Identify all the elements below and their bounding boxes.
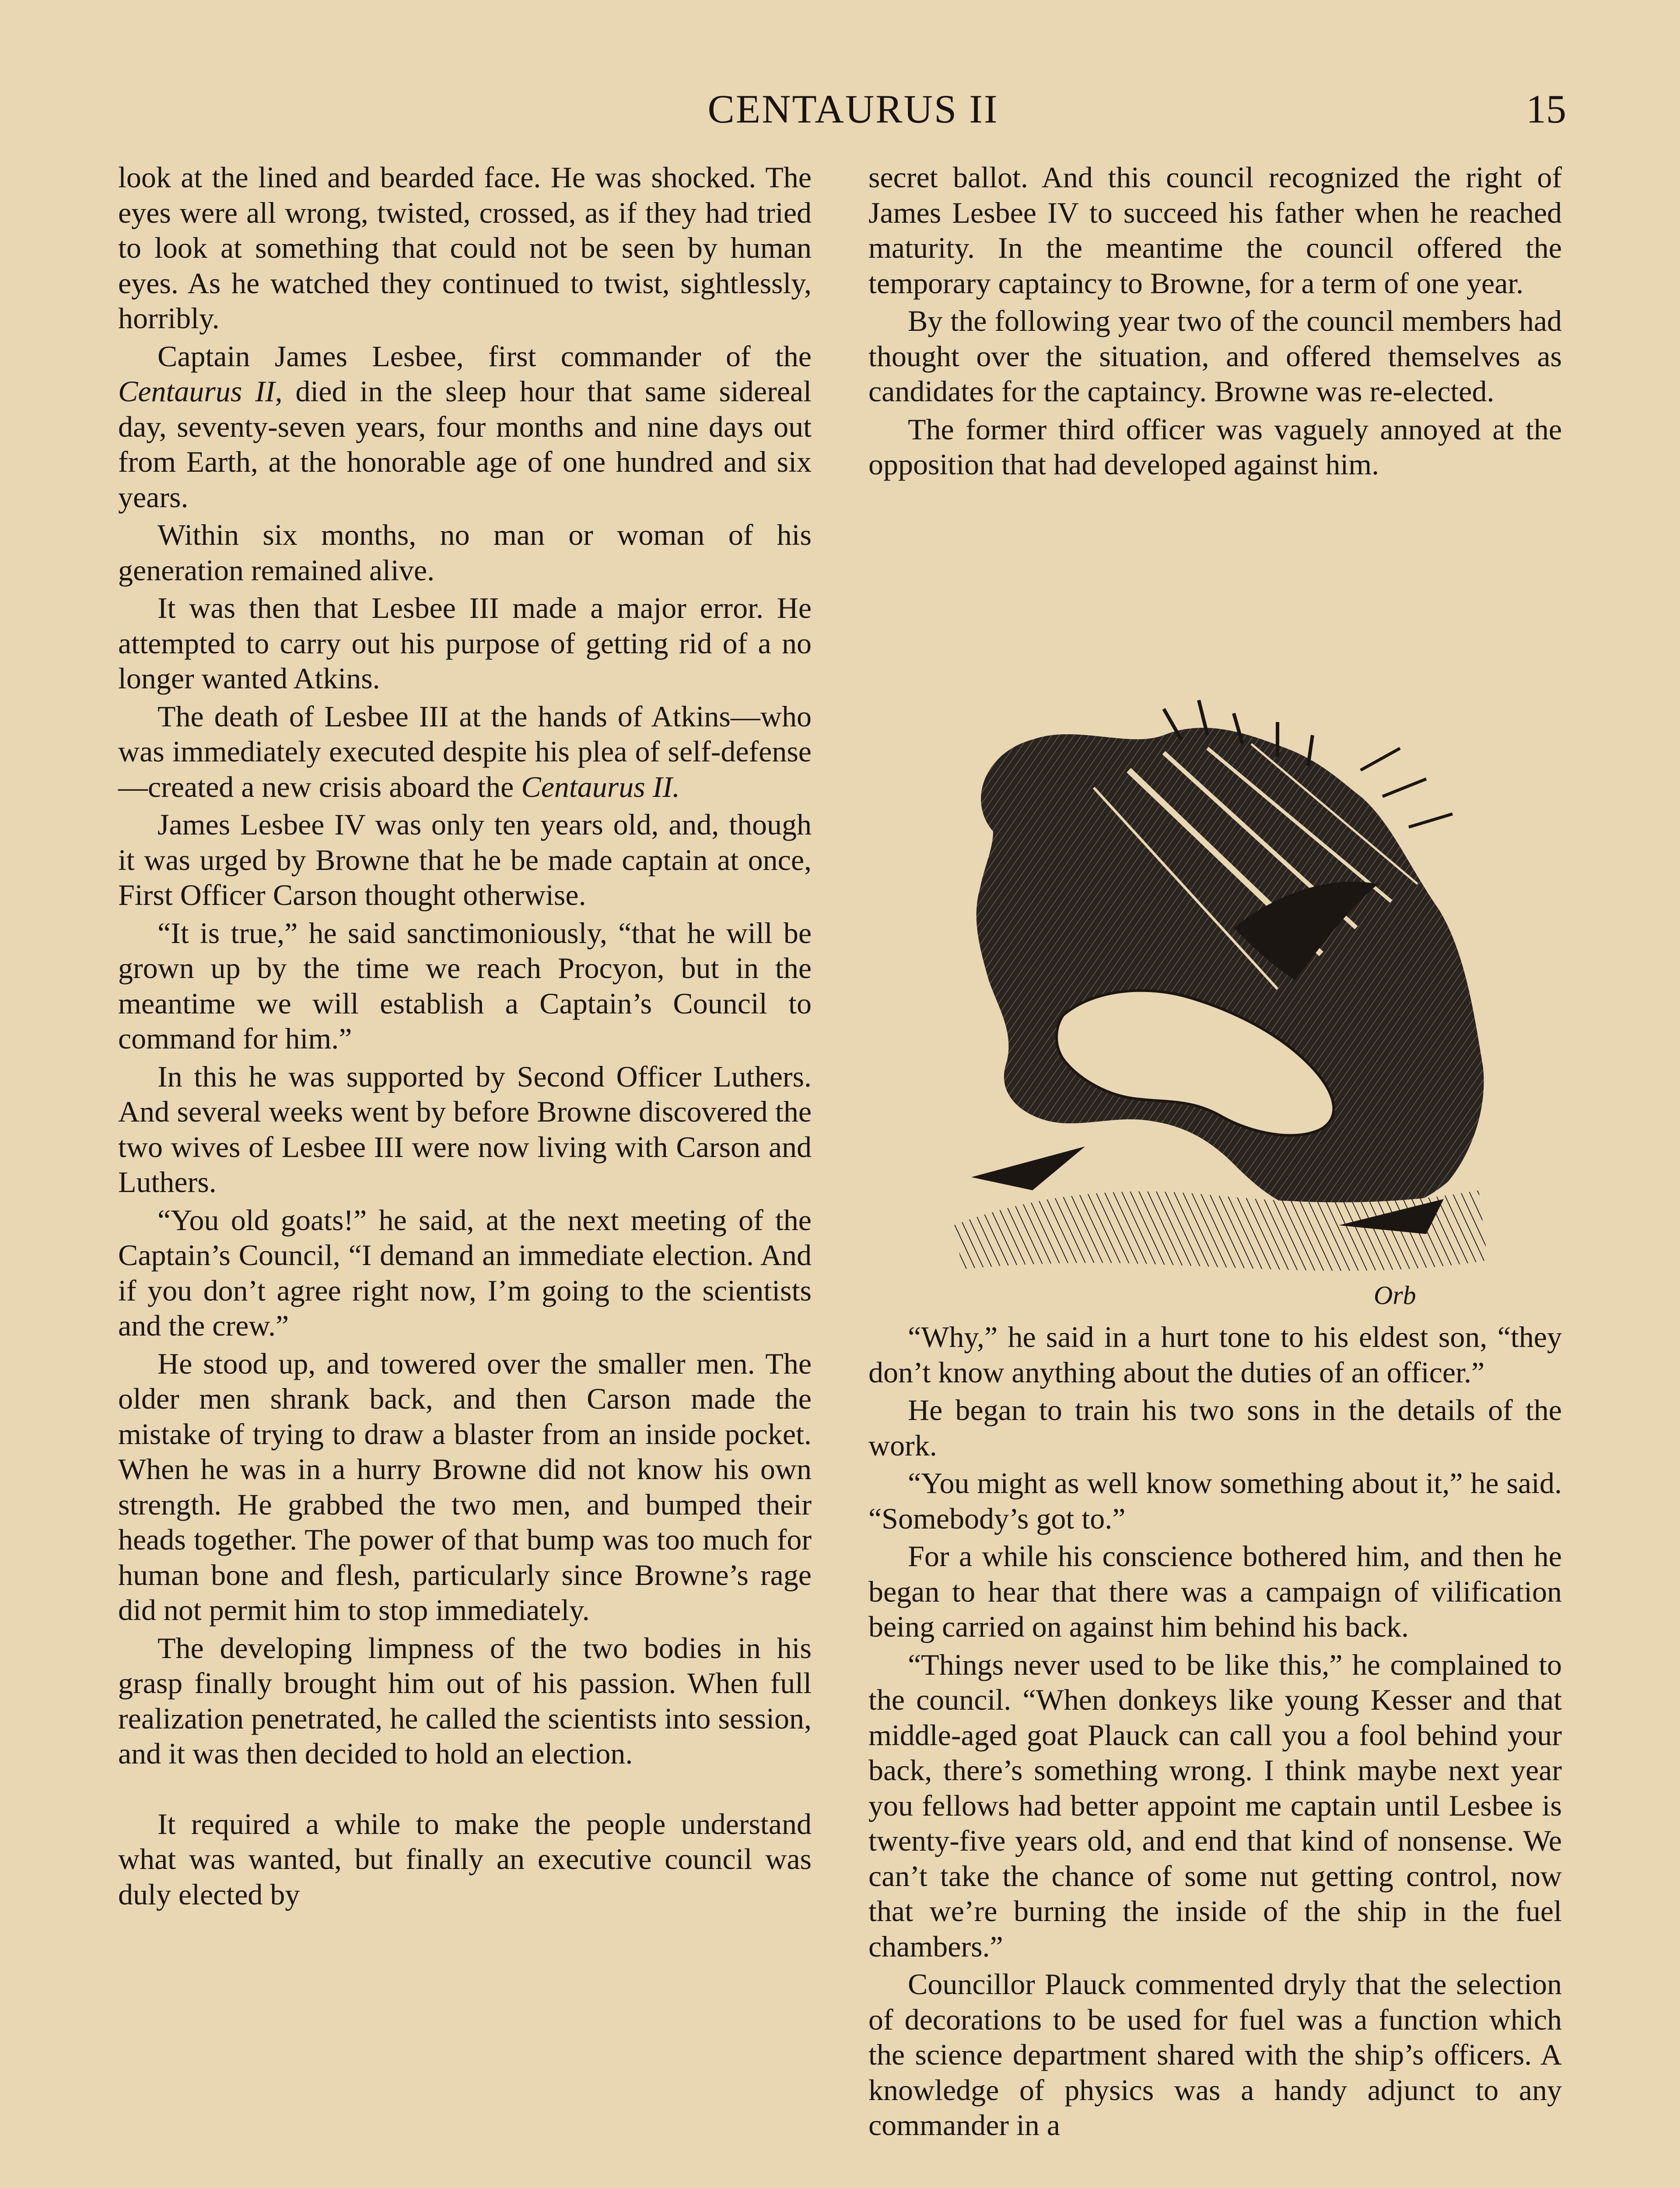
paragraph: “Why,” he said in a hurt tone to his eldest son, “they don’t know anything about the duties of an officer.” (868, 1320, 1562, 1389)
paragraph: By the following year two of the council members had thought over the situation, and offered themselves as candidates for the captaincy. Browne was re-elected. (868, 304, 1562, 408)
running-title: CENTAURUS II (707, 87, 999, 131)
paragraph-text: Captain James Lesbee, first commander of the (158, 339, 812, 373)
artist-signature: Orb (1374, 1281, 1416, 1310)
paragraph: “Things never used to be like this,” he complained to the council. “When donkeys like young Kesser and that middle-aged goat Plauck can call you a fool behind your back, there’s something wrong. I think maybe next year you fellows had better appoint me captain until Lesbee is twenty-five years old, and end that kind of nonsense. We can’t take the chance of some nut getting control, now that we’re burning the inside of the ship in the fuel chambers.” (868, 1648, 1562, 1963)
paragraph: “It is true,” he said sanctimoniously, “that he will be grown up by the time we reach Procyon, but in the meantime we will establish a Captain’s Council to command for him.” (118, 916, 812, 1055)
paragraph: He stood up, and towered over the smaller men. The older men shrank back, and then Carson made the mistake of trying to draw a blaster from an inside pocket. When he was in a hurry Browne did not know his own strength. He grabbed the two men, and bumped their heads together. The power of that bump was too much for human bone and flesh, particularly since Browne’s rage did not permit him to stop immediately. (118, 1346, 812, 1627)
paragraph: It was then that Lesbee III made a major error. He attempted to carry out his purpose of getting rid of a no longer wanted Atkins. (118, 591, 812, 695)
ship-name: Centaurus II. (521, 770, 680, 803)
paragraph: “You old goats!” he said, at the next meeting of the Captain’s Council, “I demand an immediate election. And if you don’t agree right now, I’m going to the scientists and the crew.” (118, 1203, 812, 1342)
paragraph-text: died in the sleep hour that same sidereal day, seventy-seven years, four months and nine days out from Earth, at the honorable age of one hundred and six years. (118, 375, 812, 514)
paragraph: look at the lined and bearded face. He was shocked. The eyes were all wrong, twisted, crossed, as if they had tried to look at something that could not be seen by human eyes. As he watched they continued to twist, sightlessly, horribly. (118, 161, 812, 335)
paragraph: In this he was supported by Second Officer Luthers. And several weeks went by before Browne discovered the two wives of Lesbee III were now living with Carson and Luthers. (118, 1059, 812, 1199)
paragraph (118, 699, 812, 805)
right-column-bottom (868, 1319, 1562, 2146)
paragraph: It required a while to make the people understand what was wanted, but finally an executive council was duly elected by (118, 1807, 812, 1911)
paragraph (118, 339, 812, 515)
paragraph: The developing limpness of the two bodies in his grasp finally brought him out of his passion. When full realization penetrated, he called the scientists into session, and it was then decided to hold an election. (118, 1631, 812, 1770)
paragraph: For a while his conscience bothered him, and then he began to hear that there was a campaign of vilification being carried on against him behind his back. (868, 1539, 1562, 1643)
paragraph: secret ballot. And this council recognized the right of James Lesbee IV to succeed his father when he reached maturity. In the meantime the council offered the temporary captaincy to Browne, for a term of one year. (868, 161, 1562, 300)
ship-name: Centaurus II, (118, 375, 283, 408)
right-column-top (868, 160, 1562, 485)
paragraph: He began to train his two sons in the details of the work. (868, 1393, 1562, 1462)
paragraph: Councillor Plauck commented dryly that the selection of decorations to be used for fuel was a function which the science department shared with the ship’s officers. A knowledge of physics was a handy adjunct to any commander in a (868, 1967, 1562, 2142)
paragraph: “You might as well know something about it,” he said. “Somebody’s got to.” (868, 1466, 1562, 1535)
paragraph-text: The death of Lesbee III at the hands of Atkins—who was immediately executed despite his plea of self-defense—created a new crisis aboard the (118, 699, 812, 803)
ink-illustration (901, 683, 1531, 1326)
page-number: 15 (1526, 87, 1566, 131)
paragraph: Within six months, no man or woman of his generation remained alive. (118, 518, 812, 587)
paragraph: The former third officer was vaguely annoyed at the opposition that had developed against him. (868, 412, 1562, 481)
paragraph: James Lesbee IV was only ten years old, and, though it was urged by Browne that he be made captain at once, First Officer Carson thought otherwise. (118, 808, 812, 912)
left-column (118, 160, 812, 1914)
running-header (0, 86, 1680, 134)
